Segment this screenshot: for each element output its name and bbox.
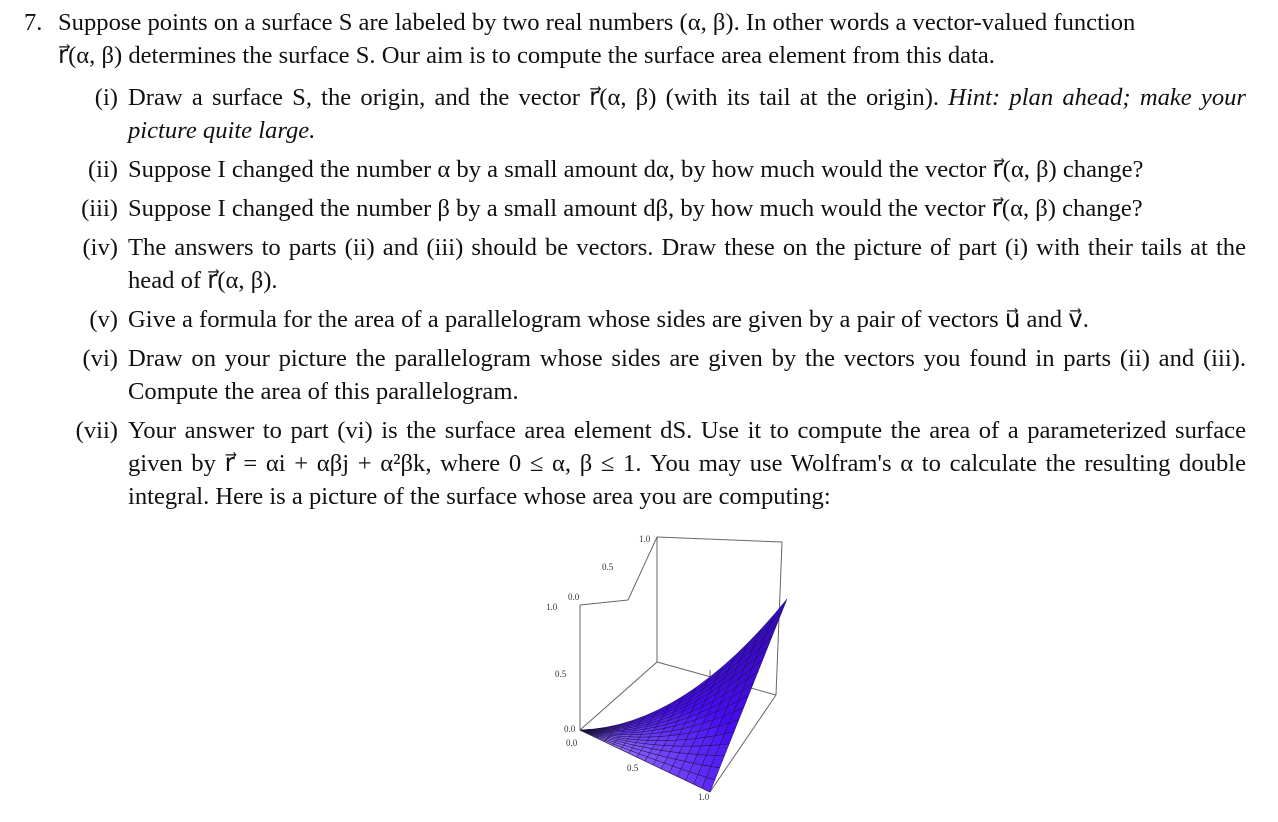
surface-plot <box>530 530 820 820</box>
tick-label: 0.5 <box>602 562 614 572</box>
problem-intro <box>24 6 1246 72</box>
part-iii <box>46 192 1246 225</box>
part-text: Draw a surface S, the origin, and the vector r⃗(α, β) (with its tail at the origin). <box>128 84 940 111</box>
tick-label: 0.5 <box>555 669 567 679</box>
tick-label: 0.0 <box>564 724 576 734</box>
part-label: (vi) <box>82 345 118 372</box>
part-text: Your answer to part (vi) is the surface area element dS. Use it to compute the area of a parameterized surface given by r⃗ = αi + αβj + α²βk, where 0 ≤ α, β ≤ 1. You may use Wolfram's α to calculate the resulting double integral. Here is a picture of the surface whose area you are computing: <box>128 417 1246 510</box>
tick-label: 1.0 <box>546 602 558 612</box>
part-label: (iii) <box>81 195 118 222</box>
part-text: Give a formula for the area of a parallelogram whose sides are given by a pair of vectors u⃗ and v⃗. <box>128 306 1089 333</box>
problem-7 <box>24 6 1246 519</box>
part-vii <box>46 414 1246 513</box>
part-label: (vii) <box>75 417 118 444</box>
part-hint: Hint: plan ahead; make your picture quite large. <box>128 84 1246 144</box>
part-label: (v) <box>89 306 118 333</box>
surface-mesh <box>580 599 787 792</box>
part-text: The answers to parts (ii) and (iii) should be vectors. Draw these on the picture of part (i) with their tails at the head of r⃗(α, β). <box>128 234 1246 294</box>
box-edge <box>580 600 628 605</box>
problem-number: 7. <box>24 9 43 36</box>
tick-label: 0.0 <box>566 738 578 748</box>
part-i <box>46 81 1246 147</box>
part-label: (i) <box>94 84 118 111</box>
part-vi <box>46 342 1246 408</box>
intro-line-2: r⃗(α, β) determines the surface S. Our aim is to compute the surface area element from this data. <box>58 42 995 69</box>
part-text: Suppose I changed the number α by a small amount dα, by how much would the vector r⃗(α, β) change? <box>128 156 1144 183</box>
intro-line-1: Suppose points on a surface S are labeled by two real numbers (α, β). In other words a vector-valued function <box>58 9 1136 36</box>
part-iv <box>46 231 1246 297</box>
tick-label: 0.5 <box>627 763 639 773</box>
part-v <box>46 303 1246 336</box>
parts-list <box>24 81 1246 513</box>
tick-label: 0.0 <box>568 592 580 602</box>
surface-patch <box>620 735 631 737</box>
tick-label: 1.0 <box>698 792 710 802</box>
tick-label: 1.0 <box>639 534 651 544</box>
part-text: Draw on your picture the parallelogram whose sides are given by the vectors you found in parts (ii) and (iii). Compute the area of this parallelogram. <box>128 345 1246 405</box>
part-label: (ii) <box>87 156 118 183</box>
box-back-edges <box>628 537 782 695</box>
part-text: Suppose I changed the number β by a small amount dβ, by how much would the vector r⃗(α, β) change? <box>128 195 1143 222</box>
part-label: (iv) <box>82 234 118 261</box>
surface-plot-svg <box>530 530 820 820</box>
part-ii <box>46 153 1246 186</box>
